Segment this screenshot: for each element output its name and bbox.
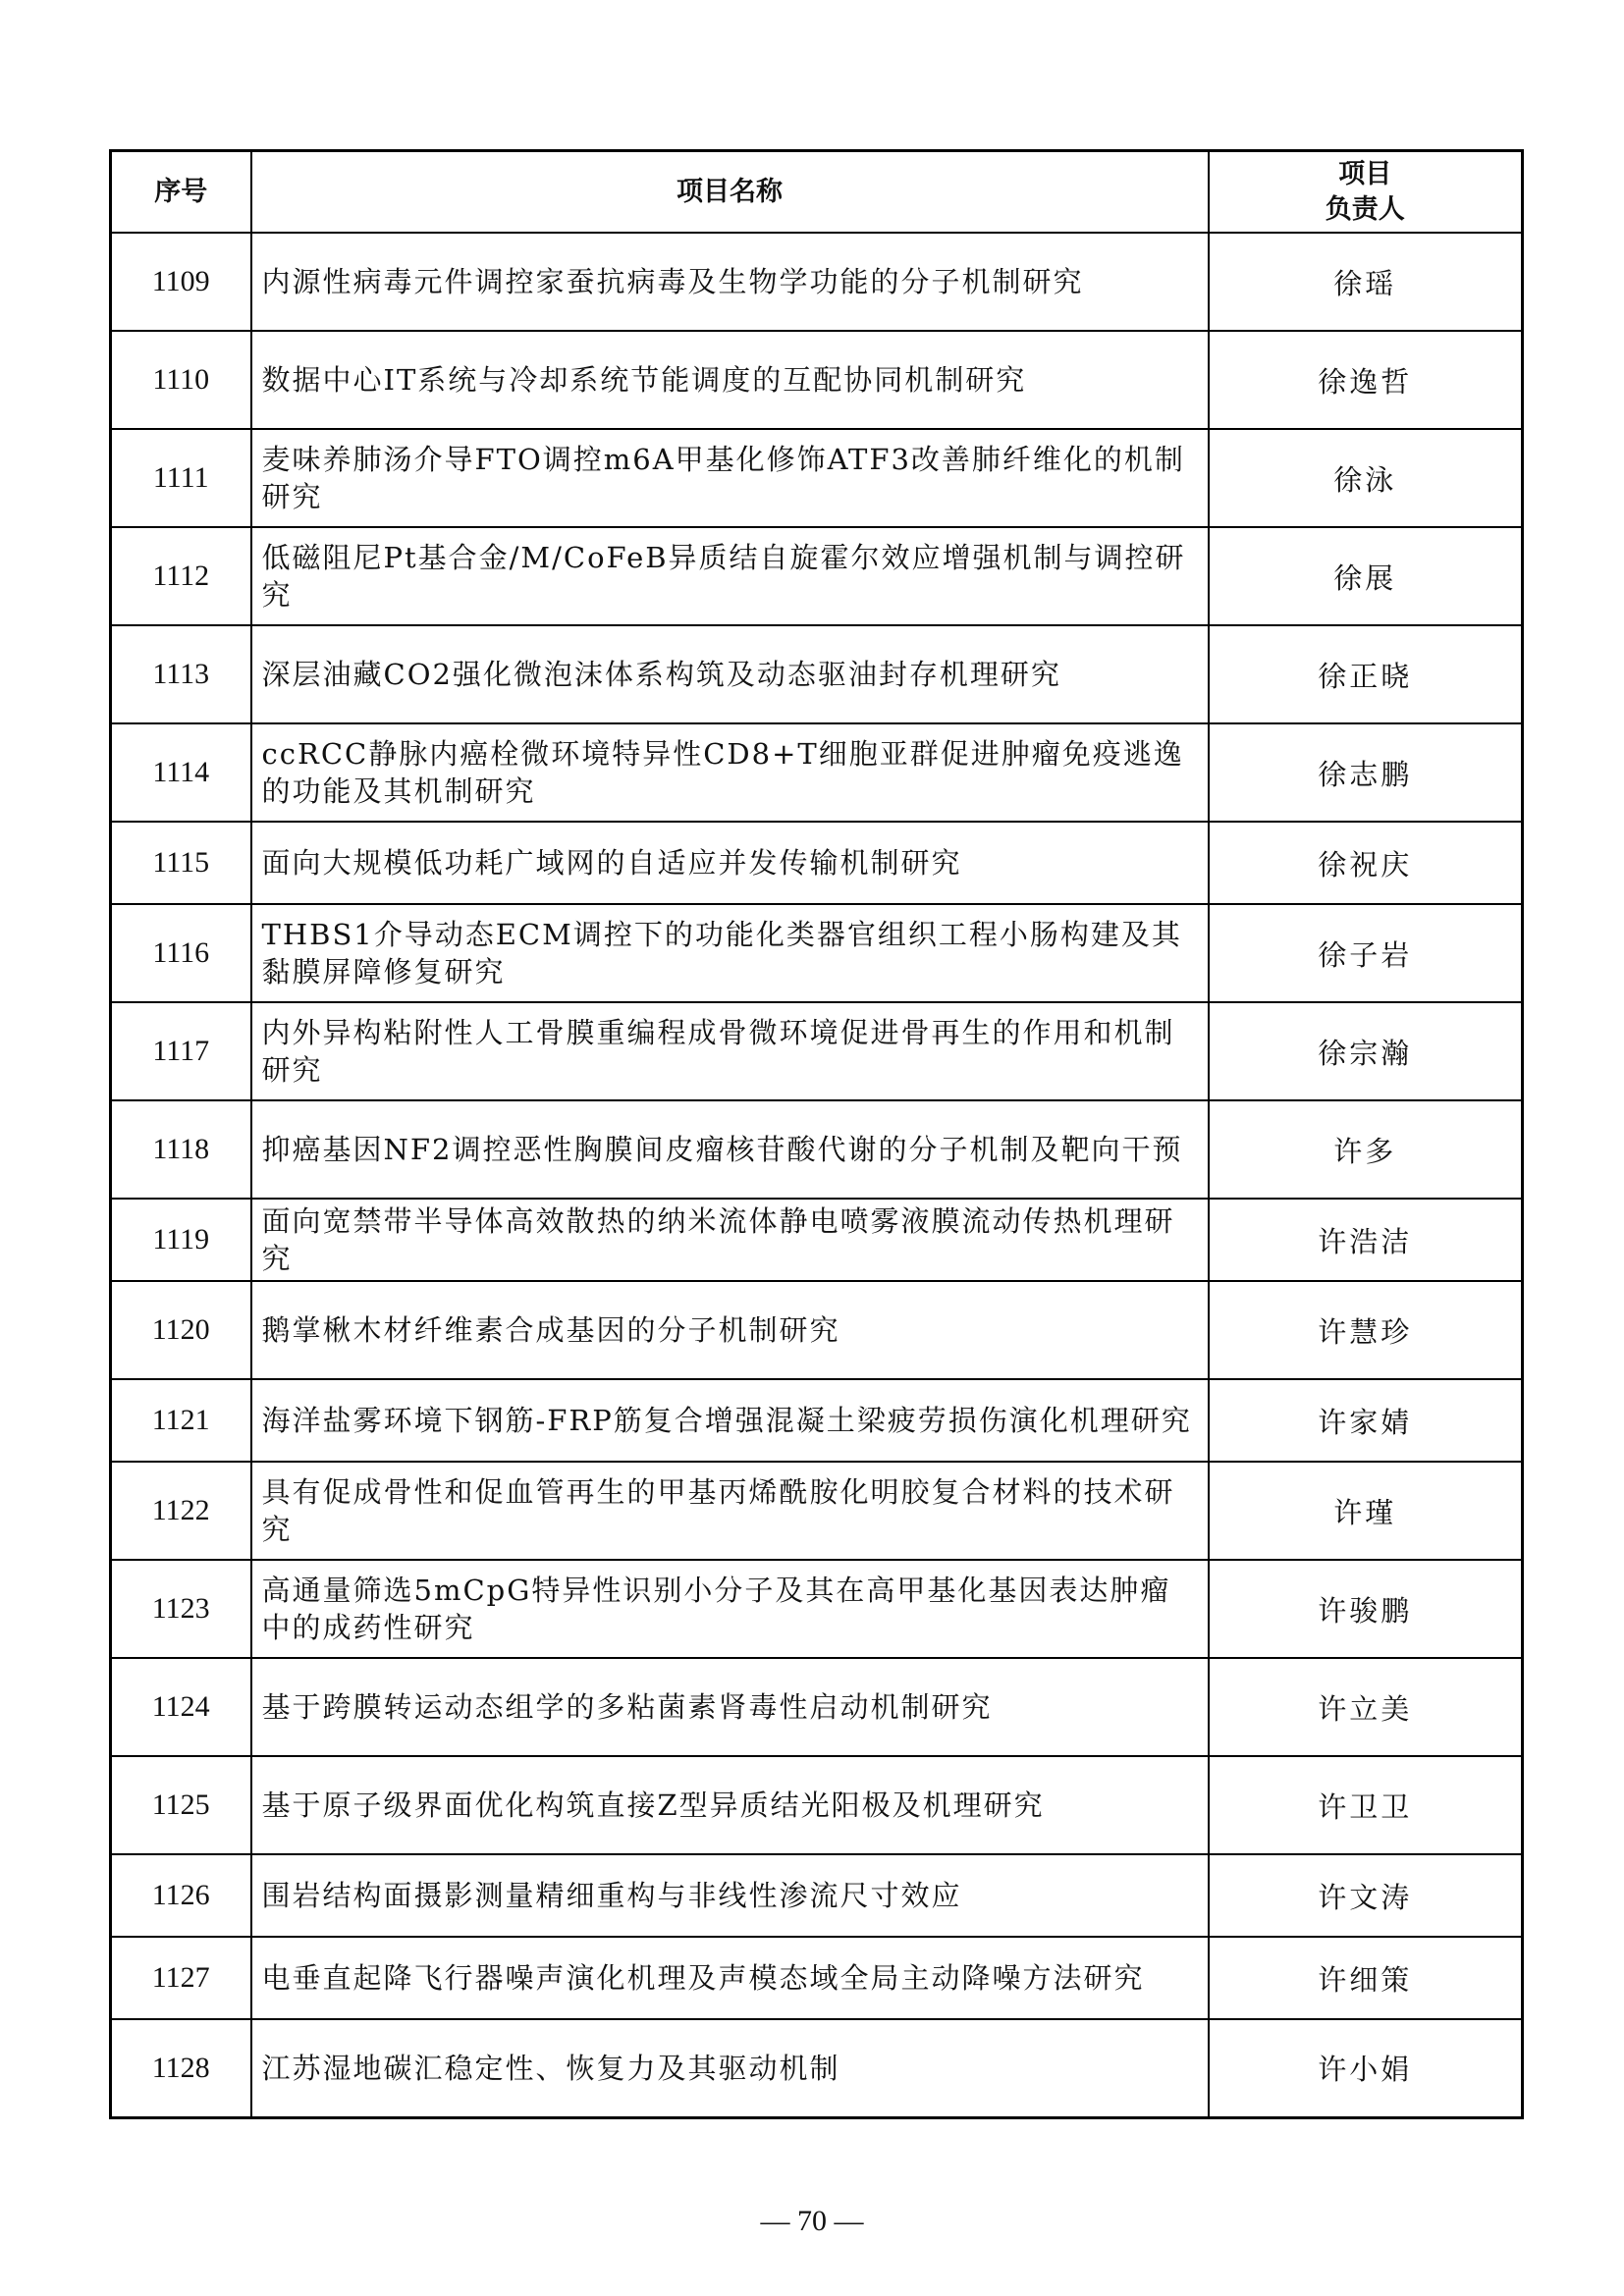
cell-project-owner: 徐正晓	[1209, 625, 1523, 723]
table-row	[111, 429, 1523, 527]
cell-project-owner: 徐子岩	[1209, 904, 1523, 1002]
cell-project-owner: 许瑾	[1209, 1462, 1523, 1560]
cell-serial-number: 1118	[111, 1100, 251, 1199]
header-owner-line2: 负责人	[1325, 193, 1405, 225]
table-row	[111, 331, 1523, 429]
cell-project-name: 基于原子级界面优化构筑直接Z型异质结光阳极及机理研究	[251, 1756, 1209, 1854]
table-row	[111, 1854, 1523, 1937]
cell-project-owner: 许骏鹏	[1209, 1560, 1523, 1658]
cell-serial-number: 1110	[111, 331, 251, 429]
header-project-owner	[1209, 151, 1523, 234]
cell-serial-number: 1109	[111, 233, 251, 331]
table-body	[111, 233, 1523, 2117]
cell-project-name: 具有促成骨性和促血管再生的甲基丙烯酰胺化明胶复合材料的技术研究	[251, 1462, 1209, 1560]
table-row	[111, 1100, 1523, 1199]
table-row	[111, 1281, 1523, 1379]
header-project-name: 项目名称	[251, 151, 1209, 234]
table-row	[111, 2019, 1523, 2117]
cell-serial-number: 1121	[111, 1379, 251, 1462]
cell-project-owner: 徐逸哲	[1209, 331, 1523, 429]
cell-project-owner: 许慧珍	[1209, 1281, 1523, 1379]
cell-project-name: THBS1介导动态ECM调控下的功能化类器官组织工程小肠构建及其黏膜屏障修复研究	[251, 904, 1209, 1002]
cell-serial-number: 1117	[111, 1002, 251, 1100]
table-row	[111, 1199, 1523, 1281]
table-row	[111, 1560, 1523, 1658]
cell-project-owner: 徐宗瀚	[1209, 1002, 1523, 1100]
cell-project-name: 面向大规模低功耗广域网的自适应并发传输机制研究	[251, 822, 1209, 904]
cell-project-owner: 许家婧	[1209, 1379, 1523, 1462]
cell-project-name: 深层油藏CO2强化微泡沫体系构筑及动态驱油封存机理研究	[251, 625, 1209, 723]
cell-serial-number: 1126	[111, 1854, 251, 1937]
cell-serial-number: 1123	[111, 1560, 251, 1658]
cell-serial-number: 1113	[111, 625, 251, 723]
cell-serial-number: 1120	[111, 1281, 251, 1379]
table-header-row	[111, 151, 1523, 234]
cell-project-name: 高通量筛选5mCpG特异性识别小分子及其在高甲基化基因表达肿瘤中的成药性研究	[251, 1560, 1209, 1658]
cell-project-name: 海洋盐雾环境下钢筋-FRP筋复合增强混凝土梁疲劳损伤演化机理研究	[251, 1379, 1209, 1462]
table-row	[111, 1756, 1523, 1854]
table-row	[111, 822, 1523, 904]
table-row	[111, 625, 1523, 723]
cell-project-name: 鹅掌楸木材纤维素合成基因的分子机制研究	[251, 1281, 1209, 1379]
table-row	[111, 1658, 1523, 1756]
cell-project-name: 基于跨膜转运动态组学的多粘菌素肾毒性启动机制研究	[251, 1658, 1209, 1756]
cell-serial-number: 1111	[111, 429, 251, 527]
cell-project-name: 面向宽禁带半导体高效散热的纳米流体静电喷雾液膜流动传热机理研究	[251, 1199, 1209, 1281]
table-row	[111, 1937, 1523, 2019]
cell-project-name: 数据中心IT系统与冷却系统节能调度的互配协同机制研究	[251, 331, 1209, 429]
cell-project-owner: 许文涛	[1209, 1854, 1523, 1937]
table-row	[111, 1002, 1523, 1100]
cell-project-owner: 徐祝庆	[1209, 822, 1523, 904]
table-row	[111, 904, 1523, 1002]
cell-project-name: 低磁阻尼Pt基合金/M/CoFeB异质结自旋霍尔效应增强机制与调控研究	[251, 527, 1209, 625]
table-row	[111, 527, 1523, 625]
table-row	[111, 233, 1523, 331]
cell-project-name: ccRCC静脉内癌栓微环境特异性CD8+T细胞亚群促进肿瘤免疫逃逸的功能及其机制研究	[251, 723, 1209, 822]
cell-project-name: 内外异构粘附性人工骨膜重编程成骨微环境促进骨再生的作用和机制研究	[251, 1002, 1209, 1100]
cell-project-owner: 许卫卫	[1209, 1756, 1523, 1854]
cell-serial-number: 1119	[111, 1199, 251, 1281]
cell-project-owner: 许多	[1209, 1100, 1523, 1199]
cell-serial-number: 1128	[111, 2019, 251, 2117]
cell-project-owner: 徐志鹏	[1209, 723, 1523, 822]
cell-serial-number: 1127	[111, 1937, 251, 2019]
cell-project-owner: 许细策	[1209, 1937, 1523, 2019]
cell-project-name: 内源性病毒元件调控家蚕抗病毒及生物学功能的分子机制研究	[251, 233, 1209, 331]
cell-project-name: 抑癌基因NF2调控恶性胸膜间皮瘤核苷酸代谢的分子机制及靶向干预	[251, 1100, 1209, 1199]
cell-serial-number: 1124	[111, 1658, 251, 1756]
header-owner-line1: 项目	[1338, 158, 1392, 189]
cell-serial-number: 1116	[111, 904, 251, 1002]
cell-project-owner: 许立美	[1209, 1658, 1523, 1756]
table-row	[111, 723, 1523, 822]
cell-serial-number: 1125	[111, 1756, 251, 1854]
header-serial-number: 序号	[111, 151, 251, 234]
cell-project-owner: 徐泳	[1209, 429, 1523, 527]
cell-project-owner: 徐瑶	[1209, 233, 1523, 331]
cell-project-owner: 许浩洁	[1209, 1199, 1523, 1281]
project-table	[109, 149, 1524, 2119]
cell-serial-number: 1114	[111, 723, 251, 822]
cell-project-name: 麦味养肺汤介导FTO调控m6A甲基化修饰ATF3改善肺纤维化的机制研究	[251, 429, 1209, 527]
cell-project-owner: 徐展	[1209, 527, 1523, 625]
page-number: — 70 —	[760, 2205, 864, 2237]
table-row	[111, 1379, 1523, 1462]
cell-project-name: 江苏湿地碳汇稳定性、恢复力及其驱动机制	[251, 2019, 1209, 2117]
cell-project-name: 电垂直起降飞行器噪声演化机理及声模态域全局主动降噪方法研究	[251, 1937, 1209, 2019]
table-row	[111, 1462, 1523, 1560]
cell-project-name: 围岩结构面摄影测量精细重构与非线性渗流尺寸效应	[251, 1854, 1209, 1937]
cell-serial-number: 1122	[111, 1462, 251, 1560]
cell-project-owner: 许小娟	[1209, 2019, 1523, 2117]
cell-serial-number: 1115	[111, 822, 251, 904]
cell-serial-number: 1112	[111, 527, 251, 625]
